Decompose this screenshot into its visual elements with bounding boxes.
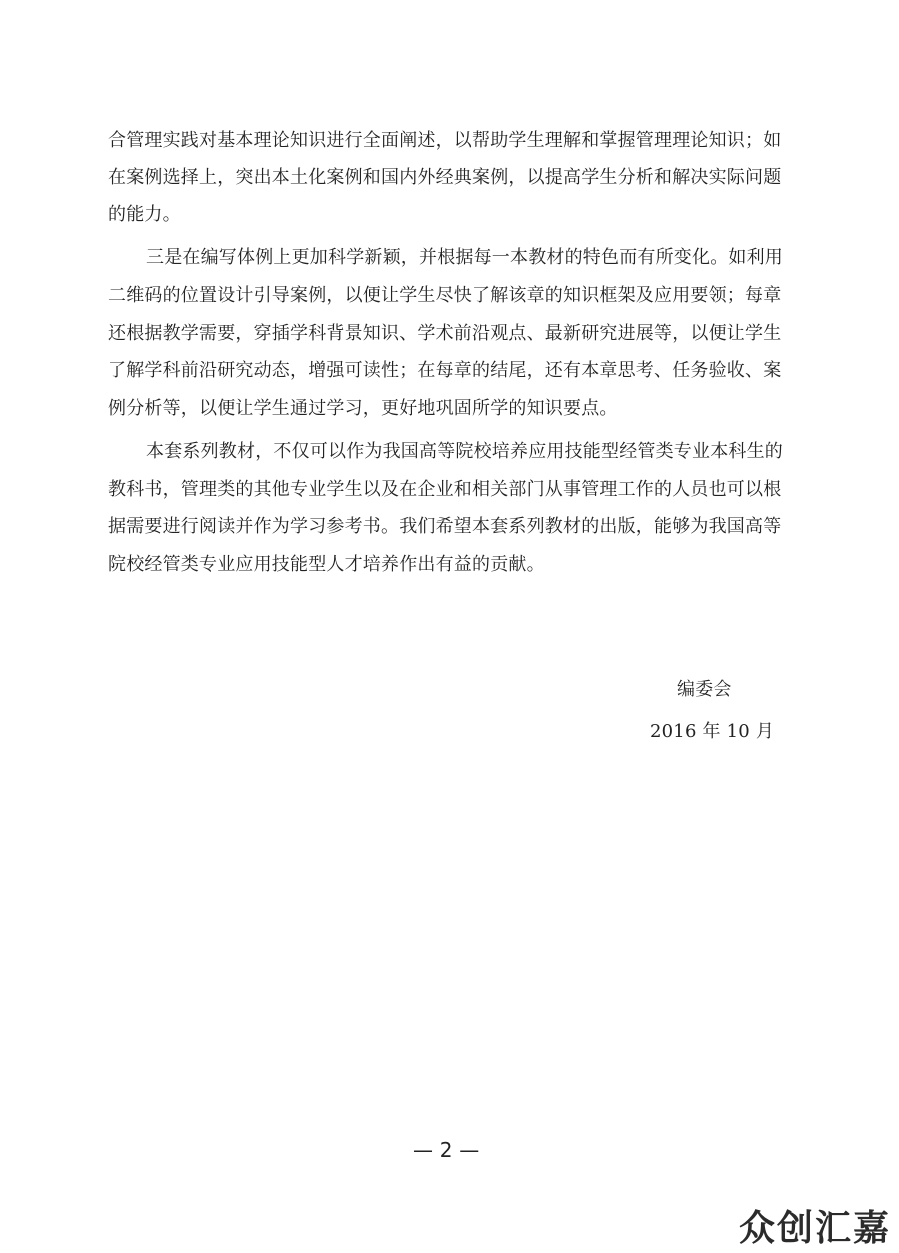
body-line-11: 据需要进行阅读并作为学习参考书。我们希望本套系列教材的出版，能够为我国高等 [108, 516, 782, 537]
body-line-9: 本套系列教材，不仅可以作为我国高等院校培养应用技能型经管类专业本科生的 [146, 441, 783, 462]
page-number: — 2 — [413, 1138, 480, 1162]
body-line-8: 例分析等，以便让学生通过学习，更好地巩固所学的知识要点。 [108, 398, 618, 419]
signature: 编委会 [677, 679, 732, 700]
body-line-6: 还根据教学需要，穿插学科背景知识、学术前沿观点、最新研究进展等，以便让学生 [108, 323, 782, 344]
body-line-1: 合管理实践对基本理论知识进行全面阐述，以帮助学生理解和掌握管理理论知识；如 [108, 130, 782, 151]
body-line-5: 二维码的位置设计引导案例，以便让学生尽快了解该章的知识框架及应用要领；每章 [108, 285, 782, 306]
body-line-7: 了解学科前沿研究动态，增强可读性；在每章的结尾，还有本章思考、任务验收、案 [108, 360, 782, 381]
body-line-12: 院校经管类专业应用技能型人才培养作出有益的贡献。 [108, 554, 545, 575]
body-line-10: 教科书，管理类的其他专业学生以及在企业和相关部门从事管理工作的人员也可以根 [108, 479, 782, 500]
watermark-logo: 众创汇嘉 [738, 1208, 891, 1249]
body-line-2: 在案例选择上，突出本土化案例和国内外经典案例，以提高学生分析和解决实际问题 [108, 167, 782, 188]
date: 2016 年 10 月 [650, 721, 775, 742]
body-line-4: 三是在编写体例上更加科学新颖，并根据每一本教材的特色而有所变化。如利用 [146, 247, 783, 268]
body-line-3: 的能力。 [108, 204, 181, 225]
